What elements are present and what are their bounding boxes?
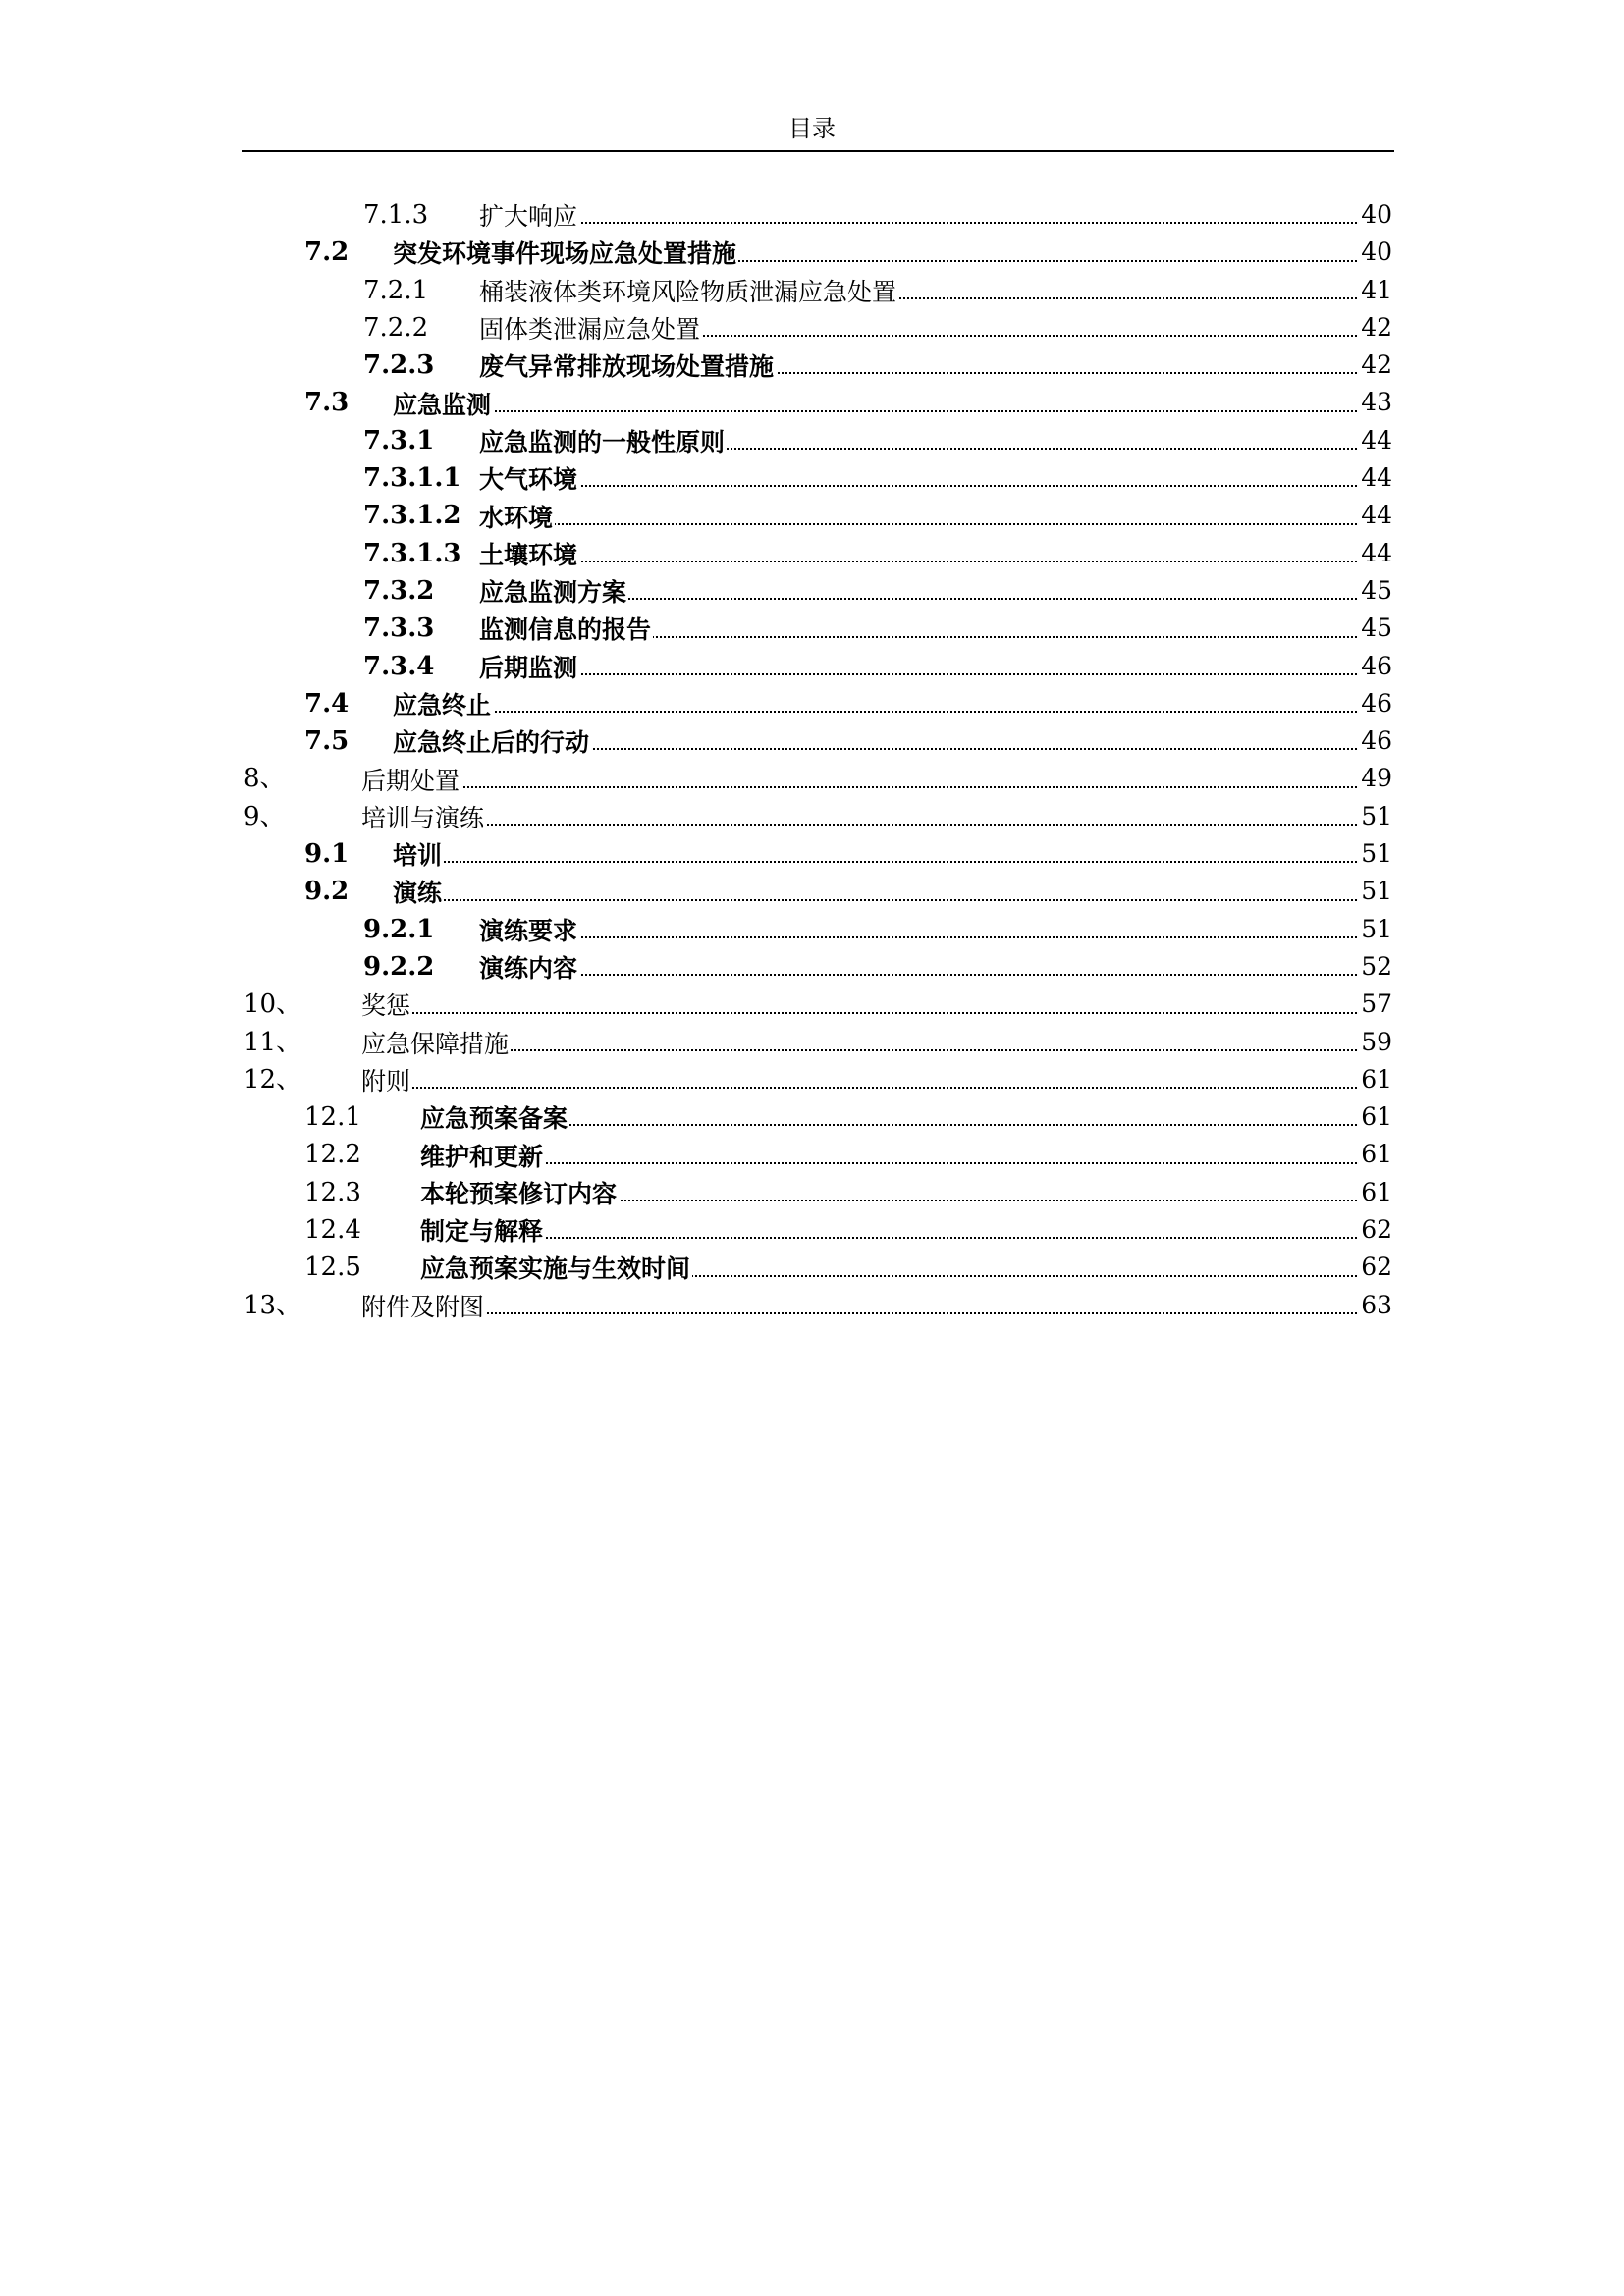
toc-entry-leader	[479, 497, 1357, 534]
toc-entry-leader	[479, 347, 1357, 384]
toc-entry-page-number: 57	[1361, 989, 1392, 1019]
toc-entry-number: 7.4	[304, 688, 350, 719]
toc-entry-title: 附件及附图	[361, 1288, 486, 1323]
toc-entry-number: 12.3	[304, 1177, 361, 1207]
table-of-contents	[244, 196, 1392, 1324]
toc-entry-page-number: 51	[1361, 914, 1392, 943]
toc-entry-title: 应急终止	[393, 686, 493, 721]
toc-entry-title: 突发环境事件现场应急处置措施	[393, 235, 738, 270]
toc-entry-page-number: 61	[1361, 1064, 1392, 1094]
toc-entry-page-number: 41	[1361, 275, 1392, 304]
toc-entry-number: 7.3.1.3	[363, 538, 461, 568]
toc-entry-page-number: 51	[1361, 801, 1392, 830]
toc-entry-title: 扩大响应	[479, 197, 579, 233]
toc-entry-title: 附则	[361, 1062, 412, 1097]
toc-entry-title: 应急监测	[393, 386, 493, 421]
dot-leader	[420, 1162, 1357, 1164]
toc-entry-number: 9.2.1	[363, 914, 435, 944]
toc-entry[interactable]	[244, 873, 1392, 910]
toc-entry[interactable]	[244, 535, 1392, 572]
toc-entry-leader	[479, 422, 1357, 459]
toc-entry-page-number: 61	[1361, 1140, 1392, 1169]
toc-entry-title: 演练	[393, 874, 444, 909]
toc-entry-number: 7.2.3	[363, 350, 435, 381]
toc-entry[interactable]	[244, 1211, 1392, 1249]
toc-entry-number: 9、	[244, 801, 286, 831]
dot-leader	[393, 410, 1357, 412]
toc-entry-leader	[479, 309, 1357, 347]
toc-entry[interactable]	[244, 722, 1392, 760]
toc-entry-number: 7.5	[304, 726, 350, 757]
toc-entry[interactable]	[244, 347, 1392, 384]
toc-entry-page-number: 42	[1361, 350, 1392, 380]
dot-leader	[479, 485, 1357, 487]
toc-entry-leader	[361, 760, 1357, 797]
toc-entry[interactable]	[244, 911, 1392, 948]
header-divider	[242, 150, 1394, 152]
page-header-title: 目录	[788, 115, 836, 142]
dot-leader	[361, 1087, 1357, 1089]
dot-leader	[361, 1312, 1357, 1314]
toc-entry-leader	[393, 234, 1357, 271]
dot-leader	[361, 1049, 1357, 1051]
dot-leader	[393, 711, 1357, 713]
dot-leader	[479, 561, 1357, 562]
toc-entry-number: 7.3.3	[363, 614, 435, 644]
dot-leader	[479, 673, 1357, 675]
toc-entry-title: 培训	[393, 836, 444, 872]
toc-entry-leader	[420, 1098, 1357, 1136]
toc-entry-leader	[393, 722, 1357, 760]
toc-entry-leader	[361, 1024, 1357, 1061]
toc-entry-leader	[479, 196, 1357, 234]
toc-entry-title: 制定与解释	[420, 1212, 545, 1248]
toc-entry-leader	[393, 384, 1357, 421]
toc-entry-leader	[479, 948, 1357, 986]
toc-entry-title: 固体类泄漏应急处置	[479, 310, 702, 346]
dot-leader	[479, 523, 1357, 525]
toc-entry-number: 8、	[244, 764, 286, 794]
toc-entry-title: 废气异常排放现场处置措施	[479, 347, 776, 383]
toc-entry-title: 应急保障措施	[361, 1025, 511, 1060]
dot-leader	[361, 786, 1357, 788]
toc-entry[interactable]	[244, 1287, 1392, 1324]
toc-entry[interactable]	[244, 309, 1392, 347]
toc-entry-number: 12.5	[304, 1253, 361, 1283]
toc-entry-page-number: 44	[1361, 463, 1392, 493]
dot-leader	[479, 974, 1357, 976]
toc-entry-title: 本轮预案修订内容	[420, 1175, 619, 1210]
dot-leader	[361, 824, 1357, 826]
toc-entry-title: 维护和更新	[420, 1138, 545, 1173]
toc-entry-page-number: 42	[1361, 312, 1392, 342]
toc-entry[interactable]	[244, 272, 1392, 309]
toc-entry[interactable]	[244, 422, 1392, 459]
toc-entry-page-number: 44	[1361, 538, 1392, 567]
toc-entry-page-number: 46	[1361, 726, 1392, 756]
toc-entry-page-number: 63	[1361, 1290, 1392, 1319]
toc-entry[interactable]	[244, 835, 1392, 873]
toc-entry[interactable]	[244, 572, 1392, 610]
toc-entry[interactable]	[244, 1136, 1392, 1173]
toc-entry-title: 大气环境	[479, 460, 579, 496]
toc-entry-page-number: 46	[1361, 651, 1392, 680]
toc-entry[interactable]	[244, 196, 1392, 234]
toc-entry-title: 演练要求	[479, 912, 579, 947]
toc-entry-page-number: 49	[1361, 764, 1392, 793]
toc-entry[interactable]	[244, 1249, 1392, 1286]
toc-entry[interactable]	[244, 1174, 1392, 1211]
toc-entry[interactable]	[244, 685, 1392, 722]
toc-entry-leader	[361, 1061, 1357, 1098]
toc-entry[interactable]	[244, 384, 1392, 421]
toc-entry-title: 奖惩	[361, 987, 412, 1022]
toc-entry[interactable]	[244, 798, 1392, 835]
toc-entry-number: 12、	[244, 1064, 302, 1095]
toc-entry-page-number: 62	[1361, 1253, 1392, 1282]
toc-entry-title: 后期监测	[479, 649, 579, 684]
toc-entry-leader	[420, 1249, 1357, 1286]
toc-entry-title: 土壤环境	[479, 536, 579, 571]
toc-entry-number: 7.3	[304, 388, 350, 418]
toc-entry-page-number: 62	[1361, 1215, 1392, 1245]
dot-leader	[479, 936, 1357, 938]
toc-entry-number: 12.2	[304, 1140, 361, 1170]
dot-leader	[361, 1012, 1357, 1014]
toc-entry-number: 7.3.1.1	[363, 463, 461, 494]
toc-entry-number: 7.2.1	[363, 275, 429, 305]
toc-entry-page-number: 52	[1361, 951, 1392, 981]
toc-entry-title: 应急监测的一般性原则	[479, 423, 727, 458]
dot-leader	[420, 1237, 1357, 1239]
toc-entry-page-number: 51	[1361, 839, 1392, 869]
toc-entry-page-number: 45	[1361, 575, 1392, 605]
toc-entry-title: 培训与演练	[361, 799, 486, 834]
toc-entry[interactable]	[244, 610, 1392, 647]
toc-entry-number: 7.2.2	[363, 312, 429, 343]
toc-entry-number: 12.1	[304, 1102, 361, 1133]
toc-entry-leader	[479, 911, 1357, 948]
toc-entry-page-number: 61	[1361, 1102, 1392, 1132]
toc-entry-title: 应急预案实施与生效时间	[420, 1250, 692, 1285]
toc-entry-number: 7.3.2	[363, 575, 435, 606]
dot-leader	[393, 861, 1357, 863]
toc-entry[interactable]	[244, 760, 1392, 797]
toc-entry[interactable]	[244, 1024, 1392, 1061]
toc-entry-leader	[361, 798, 1357, 835]
toc-entry[interactable]	[244, 648, 1392, 685]
toc-entry-leader	[361, 1287, 1357, 1324]
toc-entry[interactable]	[244, 948, 1392, 986]
dot-leader	[393, 899, 1357, 901]
toc-entry-number: 13、	[244, 1290, 302, 1320]
toc-entry-number: 9.2	[304, 877, 350, 907]
toc-entry-leader	[393, 835, 1357, 873]
toc-entry-page-number: 46	[1361, 688, 1392, 718]
toc-entry-number: 9.1	[304, 839, 350, 870]
toc-entry[interactable]	[244, 459, 1392, 497]
toc-entry-page-number: 43	[1361, 388, 1392, 417]
toc-entry-number: 7.3.1.2	[363, 501, 461, 531]
toc-entry-page-number: 40	[1361, 238, 1392, 267]
toc-entry-leader	[479, 535, 1357, 572]
toc-entry-leader	[393, 873, 1357, 910]
toc-entry-title: 桶装液体类环境风险物质泄漏应急处置	[479, 273, 898, 308]
toc-entry-number: 7.3.1	[363, 425, 435, 455]
toc-entry-title: 监测信息的报告	[479, 611, 653, 646]
dot-leader	[479, 222, 1357, 224]
toc-entry-number: 7.1.3	[363, 200, 429, 230]
toc-entry-number: 11、	[244, 1027, 302, 1057]
toc-entry[interactable]	[244, 1061, 1392, 1098]
toc-entry-leader	[479, 610, 1357, 647]
toc-entry-leader	[420, 1211, 1357, 1249]
toc-entry-number: 7.3.4	[363, 651, 435, 681]
toc-entry-title: 应急终止后的行动	[393, 723, 591, 759]
toc-entry-leader	[479, 648, 1357, 685]
toc-entry-title: 应急预案备案	[420, 1099, 569, 1135]
toc-entry-title: 演练内容	[479, 949, 579, 985]
toc-entry[interactable]	[244, 1098, 1392, 1136]
toc-entry-page-number: 59	[1361, 1027, 1392, 1056]
toc-entry-number: 9.2.2	[363, 951, 435, 982]
toc-entry[interactable]	[244, 986, 1392, 1023]
toc-entry-title: 后期处置	[361, 762, 461, 797]
toc-entry-page-number: 44	[1361, 501, 1392, 530]
toc-entry-page-number: 40	[1361, 200, 1392, 229]
toc-entry-leader	[393, 685, 1357, 722]
toc-entry-leader	[420, 1136, 1357, 1173]
toc-entry-leader	[479, 272, 1357, 309]
toc-entry-leader	[361, 986, 1357, 1023]
toc-entry[interactable]	[244, 497, 1392, 534]
toc-entry[interactable]	[244, 234, 1392, 271]
toc-entry-leader	[420, 1174, 1357, 1211]
toc-entry-page-number: 61	[1361, 1177, 1392, 1206]
toc-entry-page-number: 45	[1361, 614, 1392, 643]
toc-entry-leader	[479, 572, 1357, 610]
toc-entry-title: 应急监测方案	[479, 573, 628, 609]
toc-entry-number: 12.4	[304, 1215, 361, 1246]
toc-entry-page-number: 51	[1361, 877, 1392, 906]
toc-entry-title: 水环境	[479, 499, 555, 534]
toc-entry-number: 7.2	[304, 238, 350, 268]
toc-entry-page-number: 44	[1361, 425, 1392, 454]
toc-entry-number: 10、	[244, 989, 302, 1020]
toc-entry-leader	[479, 459, 1357, 497]
